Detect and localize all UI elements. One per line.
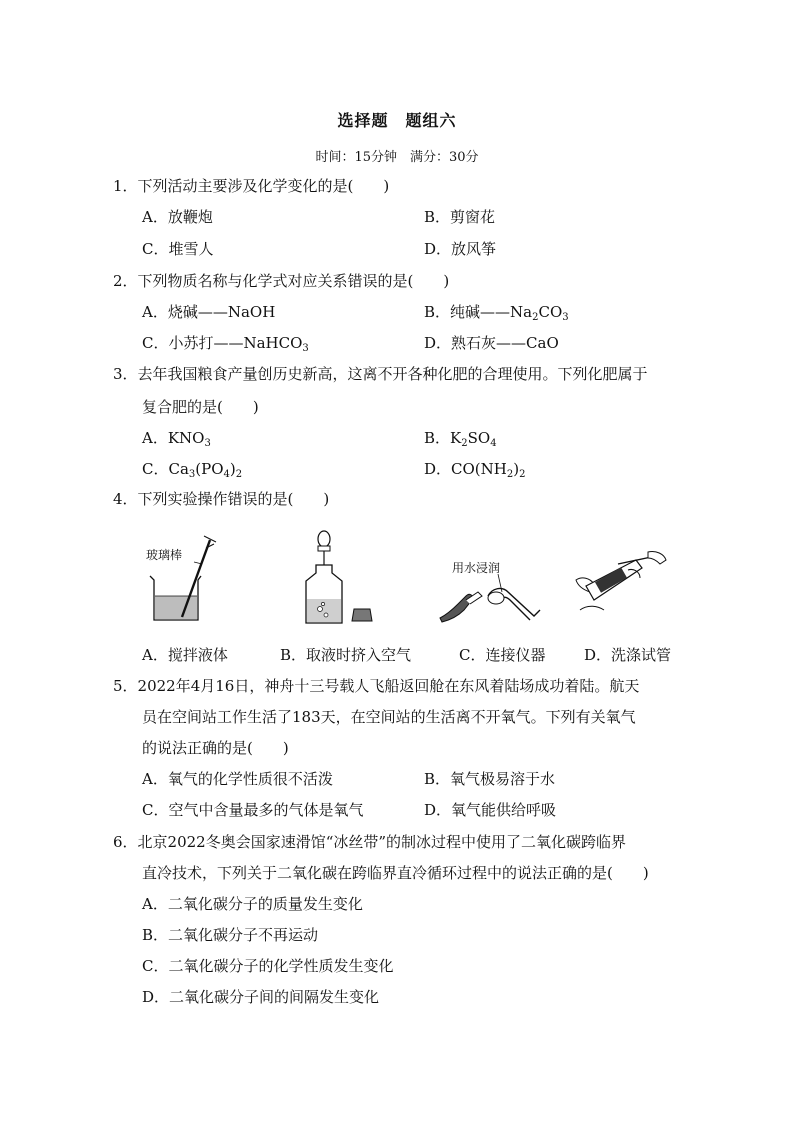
q2-option-a — [142, 301, 275, 322]
formula-part: KNO — [167, 429, 205, 447]
option-label: B． — [424, 429, 451, 447]
subscript: 2 — [461, 438, 468, 449]
formula-part: CO — [538, 303, 563, 321]
subscript: 4 — [490, 438, 497, 449]
formula-part: SO — [467, 429, 491, 447]
subscript: 3 — [302, 343, 309, 354]
option-label: D． — [424, 460, 452, 478]
option-text: A．烧碱—— — [142, 303, 228, 321]
washing-test-tube-figure — [570, 550, 670, 630]
q5-stem-line2: 员在空间站工作生活了183天，在空间站的生活离不开氧气。下列有关氧气 — [142, 708, 636, 726]
q6-option-a: A．二氧化碳分子的质量发生变化 — [142, 895, 363, 913]
subscript: 2 — [235, 469, 243, 480]
q2-stem: 2．下列物质名称与化学式对应关系错误的是( ) — [113, 272, 450, 290]
q3-option-d — [424, 458, 525, 479]
subscript: 2 — [532, 312, 539, 323]
q6-option-b: B．二氧化碳分子不再运动 — [142, 926, 319, 944]
option-label: A． — [142, 429, 168, 447]
q2-option-c — [142, 332, 309, 353]
formula-part: Na — [510, 303, 533, 321]
q2-option-b — [424, 301, 569, 322]
formula-part: ) — [513, 460, 520, 478]
q5-option-b: B．氧气极易溶于水 — [424, 770, 556, 788]
figure-label-glass-rod: 玻璃棒 — [146, 548, 183, 562]
page-title: 选择题 题组六 — [337, 111, 457, 130]
beaker-stirring-figure — [140, 530, 230, 625]
formula-part: NaHCO — [243, 334, 303, 352]
q1-stem: 1．下列活动主要涉及化学变化的是( ) — [113, 177, 390, 195]
q5-option-d: D．氧气能供给呼吸 — [424, 801, 557, 819]
q2-option-d — [424, 332, 559, 353]
q6-option-d: D．二氧化碳分子间的间隔发生变化 — [142, 988, 380, 1006]
formula-part: Ca — [168, 460, 189, 478]
q3-option-b — [424, 427, 497, 448]
q1-option-c: C．堆雪人 — [142, 240, 214, 258]
q4-option-d: D．洗涤试管 — [584, 646, 672, 664]
option-text: D．熟石灰—— — [424, 334, 527, 352]
dropper-bottle-figure — [296, 527, 386, 627]
formula: CaO — [526, 334, 559, 352]
page-subtitle: 时间：15分钟 满分：30分 — [315, 150, 479, 165]
formula-part: ) — [229, 460, 236, 478]
q6-stem-line1: 6．北京2022冬奥会国家速滑馆“冰丝带”的制冰过程中使用了二氧化碳跨临界 — [113, 833, 627, 851]
connecting-apparatus-figure — [436, 556, 546, 626]
q1-option-d: D．放风筝 — [424, 240, 497, 258]
subscript: 3 — [188, 469, 196, 480]
q6-stem-line2: 直冷技术，下列关于二氧化碳在跨临界直冷循环过程中的说法正确的是( ) — [142, 864, 649, 882]
option-label: C． — [142, 460, 169, 478]
q1-option-a: A．放鞭炮 — [142, 208, 213, 226]
subscript: 2 — [519, 469, 526, 480]
q4-option-c: C．连接仪器 — [459, 646, 546, 664]
option-text: B．纯碱—— — [424, 303, 511, 321]
q5-option-c: C．空气中含量最多的气体是氧气 — [142, 801, 364, 819]
q5-option-a: A．氧气的化学性质很不活泼 — [142, 770, 333, 788]
formula-part: CO(NH — [451, 460, 507, 478]
q1-option-b: B．剪窗花 — [424, 208, 496, 226]
q4-option-a: A．搅拌液体 — [142, 646, 228, 664]
option-text: C．小苏打—— — [142, 334, 244, 352]
formula-part: K — [450, 429, 462, 447]
q3-stem-line2: 复合肥的是( ) — [142, 398, 259, 416]
q3-option-a — [142, 427, 211, 448]
subscript: 3 — [204, 438, 211, 449]
q3-option-c — [142, 458, 242, 479]
q5-stem-line1: 5．2022年4月16日，神舟十三号载人飞船返回舱在东风着陆场成功着陆。航天 — [113, 677, 640, 695]
q3-stem-line1: 3．去年我国粮食产量创历史新高，这离不开各种化肥的合理使用。下列化肥属于 — [113, 365, 648, 383]
figure-label-water: 用水浸润 — [452, 561, 501, 575]
subscript: 2 — [506, 469, 514, 480]
formula-part: (PO — [195, 460, 224, 478]
q4-option-b: B．取液时挤入空气 — [280, 646, 412, 664]
formula: NaOH — [227, 303, 276, 321]
q5-stem-line3: 的说法正确的是( ) — [142, 739, 289, 757]
subscript: 4 — [223, 469, 230, 480]
q4-stem: 4．下列实验操作错误的是( ) — [113, 490, 330, 508]
subscript: 3 — [562, 312, 569, 323]
q6-option-c: C．二氧化碳分子的化学性质发生变化 — [142, 957, 394, 975]
